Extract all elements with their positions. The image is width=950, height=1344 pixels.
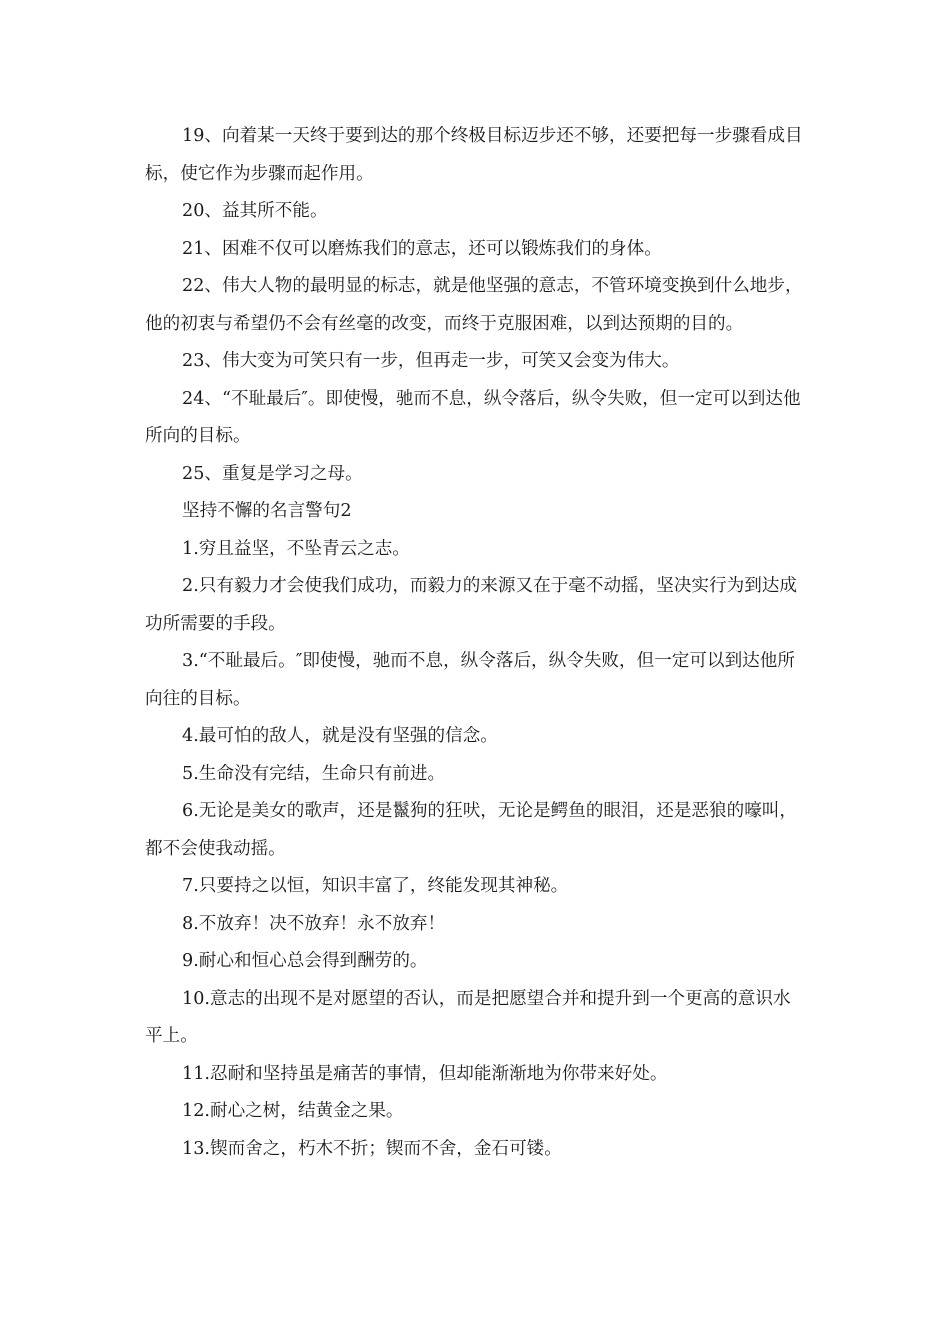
paragraph-22: 22、伟大人物的最明显的标志，就是他坚强的意志，不管环境变换到什么地步，他的初衷与希望仍不会有丝毫的改变，而终于克服困难，以到达预期的目的。 [145, 276, 803, 334]
quote-9: 9.耐心和恒心总会得到酬劳的。 [182, 951, 428, 971]
paragraph-24: 24、“不耻最后″。即使慢，驰而不息，纵令落后，纵令失败，但一定可以到达他所向的目标。 [145, 388, 801, 446]
quote-11: 11.忍耐和坚持虽是痛苦的事情，但却能渐渐地为你带来好处。 [182, 1063, 668, 1084]
quote-1: 1.穷且益坚，不坠青云之志。 [182, 538, 410, 559]
document-body [145, 118, 807, 1168]
paragraph-19: 19、向着某一天终于要到达的那个终极目标迈步还不够，还要把每一步骤看成目标，使它作为步骤而起作用。 [145, 126, 803, 184]
quote-6: 6.无论是美女的歌声，还是鬣狗的狂吠，无论是鳄鱼的眼泪，还是恶狼的嚎叫，都不会使我动摇。 [145, 801, 797, 859]
quote-5: 5.生命没有完结，生命只有前进。 [182, 763, 446, 784]
paragraph-20: 20、益其所不能。 [182, 201, 328, 221]
paragraph-25: 25、重复是学习之母。 [182, 463, 363, 484]
quote-7: 7.只要持之以恒，知识丰富了，终能发现其神秘。 [182, 876, 569, 896]
paragraph-21: 21、困难不仅可以磨炼我们的意志，还可以锻炼我们的身体。 [182, 238, 662, 259]
section-heading: 坚持不懈的名言警句2 [182, 501, 352, 521]
quote-3: 3.“不耻最后。″即使慢，驰而不息，纵令落后，纵令失败，但一定可以到达他所向往的目标。 [145, 651, 795, 709]
quote-4: 4.最可怕的敌人，就是没有坚强的信念。 [182, 726, 498, 746]
quote-2: 2.只有毅力才会使我们成功，而毅力的来源又在于毫不动摇，坚决实行为到达成功所需要的手段。 [145, 576, 797, 634]
quote-12: 12.耐心之树，结黄金之果。 [182, 1101, 404, 1121]
quote-10: 10.意志的出现不是对愿望的否认，而是把愿望合并和提升到一个更高的意识水平上。 [145, 988, 791, 1046]
quote-8: 8.不放弃！决不放弃！永不放弃！ [182, 913, 446, 934]
quote-13: 13.锲而舍之，朽木不折；锲而不舍，金石可镂。 [182, 1138, 562, 1159]
paragraph-23: 23、伟大变为可笑只有一步，但再走一步，可笑又会变为伟大。 [182, 351, 680, 371]
